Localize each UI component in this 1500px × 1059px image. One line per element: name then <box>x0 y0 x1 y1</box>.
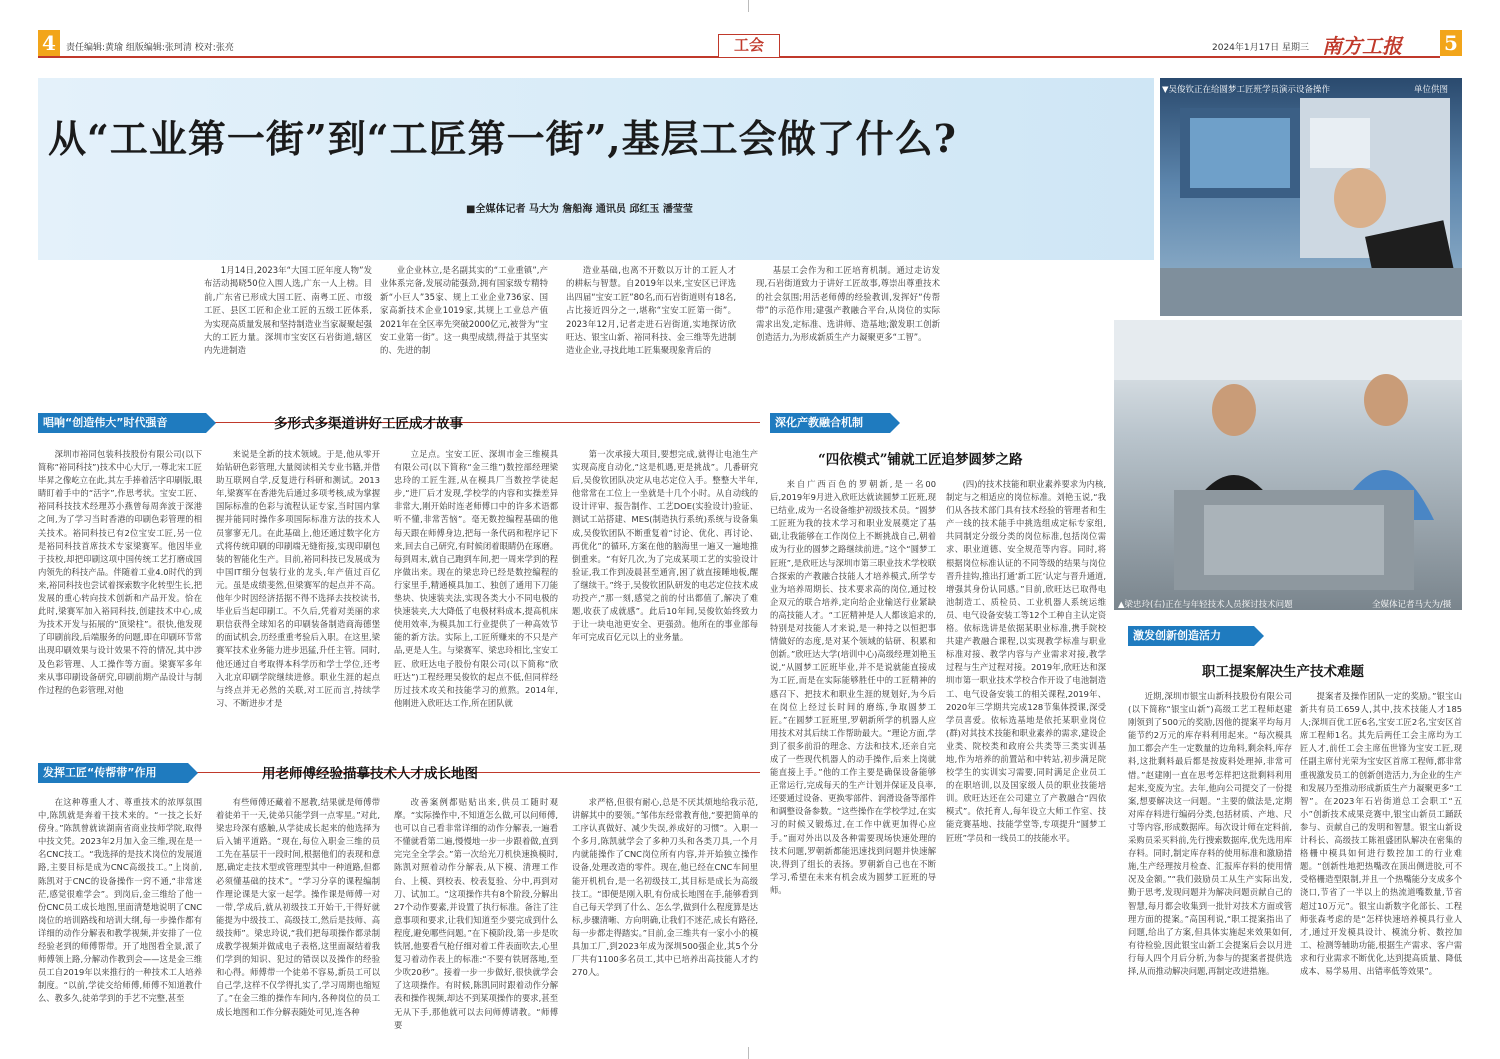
section2-col-2: 有些师傅还藏着不愿教,结果就是师傅带着徒弟干一天,徒弟只能学到一点零星。”对此,梁忠玲深有感触,从学徒成长起来的他选择为后入铺平道路。“现在,每位入职金三维的员工先在基层干一段时间,根据他们的表现和意愿,确定走技术型或管理型其中一种道路,但都必须懂基础的技术”。“学习分享的课程编制作理论课是大家一起学。操作课是师傅一对一带,学成后,就从初级技工开始干,干得好就能提为中级技工、高级技工,然后是技师、高级技师”。梁忠玲说,“我们把每项操作都录制成教学视频并做成电子表格,这里面凝结着我们学到的知识、犯过的错误以及操作的经验和心得。师傅带一个徒弟不容易,新员工可以自己学,这样不仅学得扎实了,学习周期也缩短了。”在金三维的操作车间内,各种岗位的员工成长地图和工作分解表随处可见,连各种 <box>216 797 380 1017</box>
lead-paragraph-4: 基层工会作为和工匠培育机制。通过走访发现,石岩街道致力于讲好工匠故事,尊崇出尊重技术的社会氛围;用活老师傅的经验教训,发挥好“传帮带”的示范作用;建强产教融合平台,从岗位的实际需求出发,定标准、选讲师、造基地;激发职工创新创造活力,为形成新质生产力凝聚更多“工智”。 <box>756 265 940 343</box>
section2-tag: 发挥工匠“传帮带”作用 <box>38 763 188 783</box>
section3-col-2: (四)的技术技能和职业素养要求为内核,制定与之相适应的岗位标准。刘艳玉说,“我们从各技术部门具有技术经验的管理者和生产一线的技术能手中挑选组成定标专家组,共同制定分级分类的岗位标准,包括岗位需求、职业道德、安全规范等内容。同时,将根据岗位标准认证的不同等级的结果与岗位晋升挂钩,推出打通‘新工匠’认定与晋升通道,增强其身份认同感。”目前,欣旺达已取得电池制造工、质检员、工业机器人系统运维员、电气设备安装工等12个工种自主认定资格。依标选讲是依据某职业标准,携手院校共建产教融合课程,以实现教学标准与职业标准对接、教学内容与产业需求对接,教学过程与生产过程对接。2019年,欣旺达和深圳市第一职业技术学校合作开设了电池制造工、电气设备安装工的相关课程,2019年、2020年三学期共完成128节集体授课,深受学员喜爱。依标选基地是依托某职业岗位(群)对其技术技能和职业素养的需求,建设企业类、院校类和政府公共类等三类实训基地,作为培养的前置站和中转站,初步满足院校学生的实训实习需要,同时满足企业员工的在职培训,以及国家级人员的职业技能培训。欣旺达还在公司建立了产教融合“四依模式”。依托育人,每年设立大师工作室、技能竞赛基地、技能学堂等,专项提升“圆梦工匠班”学员和一线员工的技能水平。 <box>946 479 1106 843</box>
issue-date: 2024年1月17日 星期三 <box>1212 43 1309 53</box>
section3-tag: 深化产教融合机制 <box>770 413 890 433</box>
lead-paragraph-2: 业企业林立,是名副其实的“工业重镇”,产业体系完备,发展动能强劲,拥有国家级专精特新“小巨人”35家、规上工业企业736家、国家高新技术企业1019家,其规上工业总产值2021年在全区率先突破2000亿元,被誉为“宝安工业第一街”。这一典型成绩,得益于其坚实的、先进的制 <box>380 265 548 356</box>
header-rule-left <box>38 56 718 58</box>
section3-col-1: 来自广西百色的罗朝新,是一名00后,2019年9月进入欣旺达就读圆梦工匠班,现已结业,成为一名设备维护初级技术员。“圆梦工匠班为我的技术学习和职业发展奠定了基础,让我能够在工作岗位上不断挑战自己,朝着成为行业的圆梦之路继续前进。”这个“圆梦工匠班”,是欣旺达与深圳市第三职业技术学校联合探索的产教融合技能人才培养模式,所学专业为培养周期长、技术要求高的岗位,通过校企双元的联合培养,定向给企业输送行业紧缺的高技能人才。“工匠精神是人人都该追求的,特别是对技能人才来说,是一种持之以恒把事情做好的态度,是对某个领域的钻研、积累和创新。”欣旺达大学(培训中心)高级经理刘艳玉说,“从圆梦工匠班毕业,并不是说就能直接成为工匠,而是在实际能够胜任中的工匠精神的感召下、把技术和职业生涯的规划好,为今后在岗位上经过长时间的磨练,争取圆梦工匠。”在圆梦工匠班里,罗朝新所学的机器人应用技术对其后续工作帮助最大。“理论方面,学到了很多前沿的理念、方法和技术,还亲自完成了一些现代机器人的动手操作,后来上岗就能直接上手。”他的工作主要是确保设备能够正常运行,完成每天的生产计划并保证及良率,还要通过设备、更换零部件、润滑设备等部件和调整设备参数。“这些操作在学校学过,在实习的时候又锻炼过,在工作中就更加得心应手。”面对外出以及各种需要现场快速处理的技术问题,罗朝新都能迅速找到问题并快速解决,得到了组长的表扬。罗朝新自己也在不断学习,希望在未来有机会成为圆梦工匠班的导师。 <box>770 479 936 895</box>
right-page-number: 5 <box>1440 30 1462 56</box>
headline: 从“工业第一街”到“工匠第一街”,基层工会做了什么? <box>48 116 957 161</box>
section4-tag: 激发创新创造活力 <box>1128 626 1254 646</box>
photo-top-credit: 单位供图 <box>1414 85 1449 95</box>
section4-col-1: 近期,深圳市银宝山新科技股份有限公司(以下简称“银宝山新”)高级工艺工程师赵建刚领到了500元的奖励,因他的提案平均每月能节约2万元的库存料利用起来。“每次模具加工都会产生一定数量的边角料,剩余料,库存料,这批剩料最后都是按废料处理掉,非常可惜。”赵建刚一直在思考怎样把这批剩料利用起来,变废为宝。去年,他向公司提交了一份提案,想要解决这一问题。“主要的做法是,定期对库存料进行编码分类,包括材质、产地、尺寸等内容,形成数据库。每次设计师在定料前,采购员采买料前,先行搜索数据库,优先选用库存料。同时,制定库存料的使用标准和激励措施,生产经理按月检查、汇报库存料的使用情况及金额。”“我们鼓励员工从生产实际出发,勤于思考,发现问题并为解决问题贡献自己的智慧,每月都会收集到一批针对技术方面或管理方面的提案。”高国利说,“职工提案指出了问题,给出了方案,但具体实施起来效果如何,有待检验,因此银宝山新工会提案后会以月进行每人四个月后分析,为参与的提案者提供选择,从而推动解决问题,再制定改进措施。 <box>1128 691 1292 976</box>
section1-col-1: 深圳市裕同包装科技股份有限公司(以下简称“裕同科技”)技术中心大厅,一尊北宋工匠毕昇之像屹立在此,其左手捧着活字印刷版,眼睛盯着手中的“活字”,作思考状。宝安工匠、裕同科技技术经理苏小燕曾每周奔波于深港之间,为了学习当时香港的印刷色彩管理的相关技术。裕同科技已有2位宝安工匠,另一位是裕同科技首席技术专家梁赛军。他因毕业于技校,却把印刷这项中国传统工艺打磨成国内领先的科技产品。伴随着工业4.0时代的到来,裕同科技也尝试着探索数字化转型生长,把发展的重心转向技术创新和产品开发。恰在此时,梁赛军加入裕同科技,创建技术中心,成为技术开发与拓展的“顶梁柱”。很快,他发现了印刷前段,后端服务的问题,即在印刷环节常出现印刷效果与设计效果不符的情况,其中涉及色彩管理、人工操作等方面。梁赛军多年来从事印刷设备研究,印刷前期产品设计与制作过程的色彩管理,对他 <box>38 449 202 695</box>
byline: ■全媒体记者 马大为 詹船海 通讯员 邱红玉 潘莹莹 <box>466 204 693 215</box>
photo-bottom-credit: 全媒体记者马大为/摄 <box>1372 600 1452 610</box>
section1-tag: 唱响“创造伟大”时代强音 <box>38 413 206 433</box>
photo-scene <box>1160 78 1462 316</box>
lead-paragraph-1: 1月14日,2023年“大国工匠年度人物”发布活动揭晓50位入围人选,广东一人上榜。目前,广东省已形成大国工匠、南粤工匠、市级工匠、县区工匠和企业工匠的五级工匠体系,为实现高质量发展和坚持制造业当家凝聚起强大的工匠力量。深圳市宝安区石岩街道,辖区内先进制造 <box>204 265 372 356</box>
section1-col-3: 立足点。宝安工匠、深圳市金三维模具有限公司(以下简称“金三维”)数控部经理梁忠玲的工匠生涯,从在模具厂当数控学徒起步,“进厂后才发现,学校学的内容和实操差异非常大,刚开始时连老师傅口中的许多术语都听不懂,非常苦恼”。毫无数控编程基础的他每天跟在师傅身边,把每一条代码和程序记下来,回去自己研究,有时候闭着眼睛仍在琢磨。每到周末,就自己跑到车间,把一周来学到的程序做出来。现在的梁忠玲已经是数控编程的行家里手,精通模具加工、独创了通用下刀能垫块、快速装夹法,实现各类大小不同电极的快速装夹,大大降低了电极材料成本,提高机床使用效率,为模具加工行业提供了一种高效节能的新方法。实际上,工匠所赚来的不只是产品,更是人生。与梁赛军、梁忠玲相比,宝安工匠、欣旺达电子股份有限公司(以下简称“欣旺达”)工程经理吴俊钦的起点不低,但同样经历过技术攻关和技能学习的煎熬。2014年,他刚进入欣旺达工作,所在团队就 <box>394 449 558 708</box>
photo-technical-discussion <box>1114 320 1462 610</box>
section4-col-2: 提案者及操作团队一定的奖励。”银宝山新共有员工659人,其中,技术技能人才185人;深圳百优工匠6名,宝安工匠2名,宝安区首席工程师1名。其先后两任工会主席均为工匠人才,前任工会主席伍世锋为宝安工匠,现任副主席付光荣为宝安区首席工程师,都非常重视激发员工的创新创造活力,为企业的生产和发展乃至推动形成新质生产力凝聚更多“工智”。在2023年石岩街道总工会职工“五小”创新技术成果竞赛中,银宝山新员工踊跃参与、贡献自己的发明和智慧。银宝山新设计科长、高级技工陈祖盛团队解决在密集的格栅中模具如何进行数控加工的行业难题。“创新性地把热嘴改在顶出侧进胶,可不受格栅造型限制,并且一个热嘴能分支成多个浇口,节省了一半以上的热流道嘴数量,节省超过10万元”。银宝山新数字化部长、工程师张森考虑的是“怎样快速培养模具行业人才,通过开发模具设计、模流分析、数控加工、检测等辅助功能,根据生产需求、客户需求和行业需求不断优化,达到提高质量、降低成本、易学易用、出错率低等效果”。 <box>1300 691 1462 976</box>
section-tag: 工会 <box>718 34 780 58</box>
section2-col-3: 改善案例都贴贴出来,供员工随时观摩。“实际操作中,不知道怎么做,可以问师傅,也可以自己看非常详细的动作分解表,一遍看不懂就看第二遍,慢慢地一步一步跟着做,直到完完全全学会。”第一次给光刀机快速换模时,陈凯对照着动作分解表,从下模、清理工作台、上模、到校表、校表复验、分中,再到对刀、试加工。“这项操作共有8个阶段,分解出27个动作要素,并设置了执行标准。备注了注意事项和要求,让我们知道至少要完成到什么程度,避免哪些问题。”在下模阶段,第一步是吹铁屑,他要看气枪仔细对着工件表面吹去,心里复习着动作表上的标准:“不要有铁屑落地,至少吹20秒”。接着一步一步做好,很快就学会了这项操作。有时候,陈凯同时跟着动作分解表和操作视频,却达不到某项操作的要求,甚至无从下手,那他就可以去问师傅请教。“师傅要 <box>394 797 558 1030</box>
lead-paragraph-3: 造业基础,也离不开数以万计的工匠人才的耕耘与智慧。自2019年以来,宝安区已评选出四届“宝安工匠”80名,而石岩街道则有18名,占比接近四分之一,堪称“宝安工匠第一街”。2023年12月,记者走进石岩街道,实地探访欣旺达、银宝山新、裕同科技、金三维等先进制造业企业,寻找此地工匠集聚现象背后的 <box>566 265 736 356</box>
editors-line: 责任编辑:黄瑜 组版编辑:张珂清 校对:张亮 <box>66 43 234 53</box>
fold-mark-bottom <box>748 1047 749 1059</box>
section4-subtitle: 职工提案解决生产技术难题 <box>1202 664 1364 680</box>
section1-col-2: 来说是全新的技术领域。于是,他从零开始钻研色彩管理,大量阅读相关专业书籍,并借助互联网自学,反复进行科研和测试。2013年,梁赛军在香港先后通过多项考核,成为掌握国际标准的色彩与流程认证专家,当时国内掌握并能同时操作多项国际标准方法的技术人员寥寥无几。在此基础上,他还通过数字化方式将传统印刷的印刷端无缝衔接,实现印刷包装的智能化生产。目前,裕同科技已发展成为中国IT细分包装行业的龙头,年产值过百亿元。虽是成绩斐然,但梁赛军的起点并不高。他年少时因经济括据不得不选择去技校读书,毕业后当起印刷工。不久后,凭着对美丽的求职信获得全球知名的印刷装备制造商海德堡的面试机会,历经重重考验后入职。在这里,梁赛军技术业务能力进步迅猛,升任主管。同时,他还通过自考取得本科学历和学士学位,还考入北京印刷学院继续进修。职业生涯的起点与终点并无必然的关联,对工匠而言,持续学习、不断进步才是 <box>216 449 380 708</box>
newspaper-logo: 南方工报 <box>1322 34 1402 58</box>
fold-mark-top <box>748 0 749 12</box>
section2-subtitle: 用老师傅经验描摹技术人才成长地图 <box>262 766 478 782</box>
photo-top-caption: ▼吴俊钦正在给圆梦工匠班学员演示设备操作 <box>1162 85 1331 95</box>
section3-subtitle: “四依模式”铺就工匠追梦圆梦之路 <box>818 452 1023 468</box>
hero-banner <box>38 78 1154 260</box>
section2-col-4: 求严格,但很有耐心,总是不厌其烦地给我示范,讲解其中的要领。”邹伟东经常教育他,“要把简单的工序认真做好、减少失误,养成好的习惯”。入职一个多月,陈凯就学会了多种刀头和各类刀具,一个月内就能操作了CNC岗位所有内容,并开始独立操作设备,处理改造的零件。现在,他已经在CNC车间里能开机机台,是一名初级技工,其目标是成长为高级技工。“即便是刚入职,有份成长地图在手,能够看到自己每天学到了什么、怎么学,做到什么程度算是达标,步骤清晰、方向明确,让我们不迷茫,成长有路径,每一步都走得踏实。”目前,金三维共有一家小小的模具加工厂,到2023年成为深圳500强企业,其5个分厂共有1100多名员工,其中已培养出高技能人才约270人。 <box>572 797 758 978</box>
section2-col-1: 在这种尊重人才、尊重技术的浓厚氛围中,陈凯就是奔着干技术来的。“一技之长好傍身。”陈凯曾就读湖南省商业技师学院,取得中技文凭。2023年2月加入金三维,现在是一名CNC技工。“我选择的是技术岗位的发展道路,主要目标是成为CNC高级技工。”上岗前,陈凯对于CNC的设备操作一窍不通,“非常迷茫,感觉很难学会”。到岗后,金三维给了他一份CNC员工成长地图,里面清楚地说明了CNC岗位的培训路线和培训大纲,每一步操作都有详细的动作分解表和教学视频,并安排了一位经验老到的师傅帮带。开了地图看全景,派了师傅领上路,分解动作教到会——这是金三维员工自2019年以来推行的一种技术工人培养制度。“以前,学徒交给师傅,师傅不知道教什么、教多久,徒弟学到的手艺不完整,甚至 <box>38 797 202 1004</box>
photo-demo-equipment <box>1160 78 1462 316</box>
photo-scene-bottom <box>1114 320 1462 610</box>
section1-col-4: 第一次承接大项目,要想完成,就得让电池生产实现高度自动化,“这是机遇,更是挑战”。几番研究后,吴俊钦团队决定从电芯定位入手。整整大半年,他常常在工位上一坐就是十几个小时。从自动线的设计评审、报告制作、工艺DOE(实验设计)验证、测试工站搭建、MES(制造执行系统)系统与设备集成,吴俊钦团队不断重复着“讨论、优化、再讨论、再优化”的循环,方案在他的脑海里一遍又一遍地推倒重来。“有好几次,为了完成某项工艺的实验设计验证,我工作到凌晨甚至通宵,困了就直接睡地板,醒了继续干。”终于,吴俊钦团队研发的电芯定位技术成功投产,“那一刻,感觉之前的付出都值了,解决了难题,收获了成就感”。此后10年间,吴俊钦始终致力于让一块电池更安全、更强劲。他所在的事业部每年可完成百亿元以上的业务量。 <box>572 449 758 643</box>
section1-subtitle: 多形式多渠道讲好工匠成才故事 <box>274 416 463 432</box>
left-page-number: 4 <box>38 30 60 56</box>
photo-bottom-caption: ▲梁忠玲(右)正在与年轻技术人员探讨技术问题 <box>1118 600 1293 610</box>
